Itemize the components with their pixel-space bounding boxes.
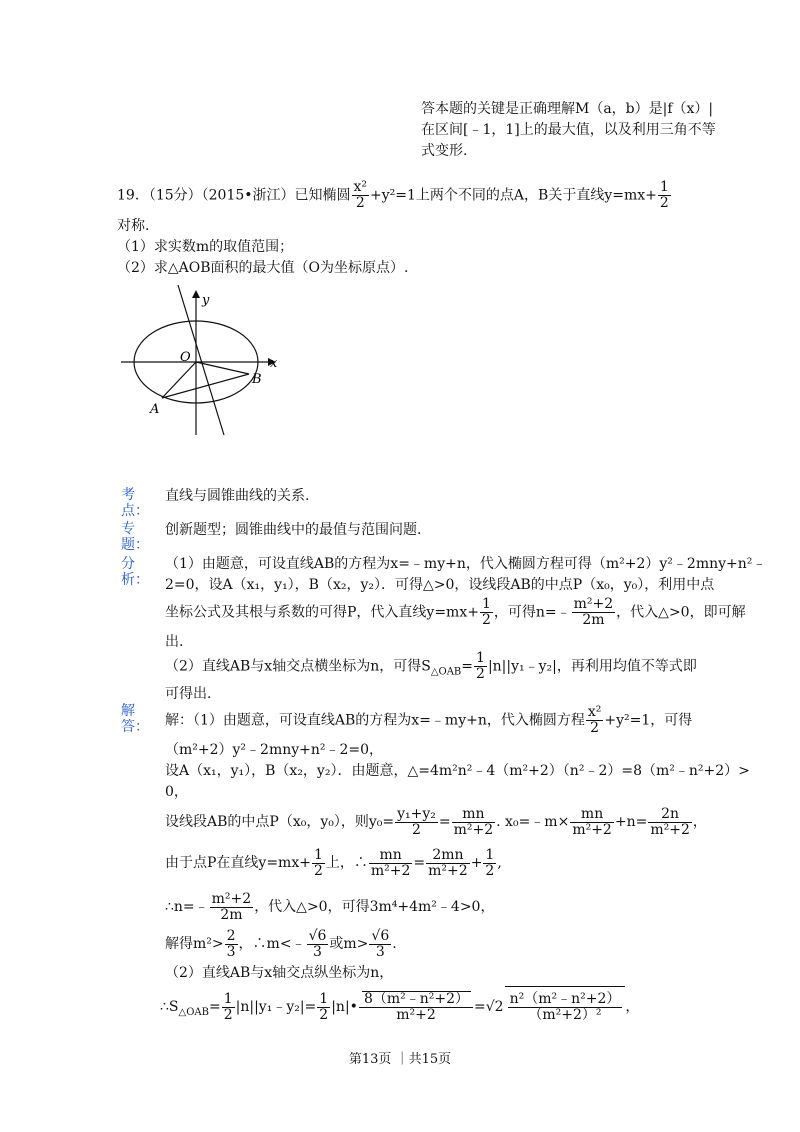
question-1: （1）求实数m的取值范围；: [117, 239, 294, 255]
y-axis-arrow: [192, 290, 200, 298]
zhuanti-text: 创新题型；圆锥曲线中的最值与范围问题.: [165, 522, 422, 538]
solution-line-8: 解得m²> $\frac{2}{3}$ ，∴m<﹣ $\frac{√6}{3}$ 或m> $\frac{√6}{3}$ .: [165, 927, 397, 960]
analysis-line-3: 坐标公式及其根与系数的可得P，代入直线y=mx+ $\frac{1}{2}$ ，可得n=﹣ $\frac{\text{m²+2}}{2m}$ ，代入△>0，即可解: [165, 596, 746, 628]
solution-line-9: （2）直线AB与x轴交点纵坐标为n，: [165, 965, 394, 981]
solution-line-2: （m²+2）y²﹣2mny+n²﹣2=0，: [165, 742, 384, 758]
solution-line-10: $\therefore S_{\triangle OAB}=$ $\frac{1}{2}$ |n||y₁﹣y₂|= $\frac{1}{2}$ |n|• $\frac{\text{8（m²﹣n²+2）}}{\text{m²+2}}$ =√2 $\frac{\text{n²（m²﹣n²+2）}}{\text{（m²+2）²}}$ ，: [160, 986, 639, 1027]
page-footer: 第13页 ｜共15页: [348, 1052, 452, 1067]
problem-statement: [117, 180, 672, 211]
analysis-line-1: （1）由题意，可设直线AB的方程为x=﹣my+n，代入椭圆方程可得（m²+2）y²﹣2mny+n²﹣: [165, 556, 767, 572]
remark-line-1: 答本题的关键是正确理解M（a，b）是|f（x）|: [421, 101, 714, 117]
label-zhuanti: 专 题：: [121, 521, 149, 553]
problem-mid: 上两个不同的点A，B关于直线y=mx+: [415, 187, 657, 204]
analysis-line-6: 可得出.: [165, 686, 212, 702]
solution-line-3: 设A（x₁，y₁），B（x₂，y₂）．由题意，△=4m²n²﹣4（m²+2）（n²﹣2）=8（m²﹣n²+2）>: [165, 763, 750, 779]
half-fraction: $\frac{1}{2}$: [659, 179, 669, 211]
chord-ab: [162, 374, 249, 398]
label-b: B: [252, 372, 262, 387]
analysis-line-5: （2）直线AB与x轴交点横坐标为n，可得$S_{\triangle OAB}=$ $\frac{1}{2}$ |n||y₁﹣y₂|，再利用均值不等式即: [165, 650, 697, 682]
label-a: A: [150, 402, 160, 417]
label-o: O: [180, 350, 191, 365]
solution-line-7: ∴n=﹣ $\frac{\text{m²+2}}{2m}$ ，代入△>0，可得3m⁴+4m²﹣4>0，: [165, 890, 495, 923]
label-y: y: [202, 293, 210, 308]
solution-line-4: 0，: [165, 784, 188, 800]
problem-cont: 对称.: [117, 218, 150, 234]
label-jieda: 解 答：: [121, 703, 149, 735]
question-2: （2）求△AOB面积的最大值（O为坐标原点）.: [117, 260, 409, 276]
remark-line-3: 式变形.: [421, 143, 468, 159]
analysis-line-4: 出.: [165, 634, 184, 650]
ellipse-rest: +y²=1: [370, 187, 416, 204]
label-x: x: [270, 356, 278, 371]
solution-line-5: 设线段AB的中点P（x₀，y₀），则y₀= $\frac{\text{y₁+y₂}}{2}$ = $\frac{mn}{\text{m²+2}}$ . x₀=﹣m× $\frac{mn}{\text{m²+2}}$ +n= $\frac{2n}{\text{m²+2}}$ ，: [165, 805, 707, 838]
problem-prefix: 19．（15分）（2015•浙江）已知椭圆: [117, 187, 351, 204]
ellipse-figure: [118, 283, 288, 443]
kaodian-text: 直线与圆锥曲线的关系.: [165, 488, 310, 504]
solution-line-1: 解：（1）由题意，可设直线AB的方程为x=﹣my+n，代入椭圆方程 $\frac{\text{x²}}{2}$ +y²=1，可得: [165, 704, 693, 736]
label-kaodian: 考 点：: [121, 487, 149, 519]
solution-line-6: 由于点P在直线y=mx+ $\frac{1}{2}$ 上，∴ $\frac{mn}{\text{m²+2}}$ = $\frac{2mn}{\text{m²+2}}$ + $\frac{1}{2}$ ,: [165, 846, 502, 879]
label-fenxi: 分 析：: [121, 556, 149, 588]
segment-oa: [162, 362, 196, 398]
analysis-line-2: 2=0，设A（x₁，y₁），B（x₂，y₂）．可得△>0，设线段AB的中点P（x₀，y₀），利用中点: [165, 577, 715, 593]
remark-line-2: 在区间[﹣1，1]上的最大值，以及利用三角不等: [421, 122, 716, 138]
ellipse-fraction: $\frac{\text{x²}}{2}$: [353, 179, 368, 211]
